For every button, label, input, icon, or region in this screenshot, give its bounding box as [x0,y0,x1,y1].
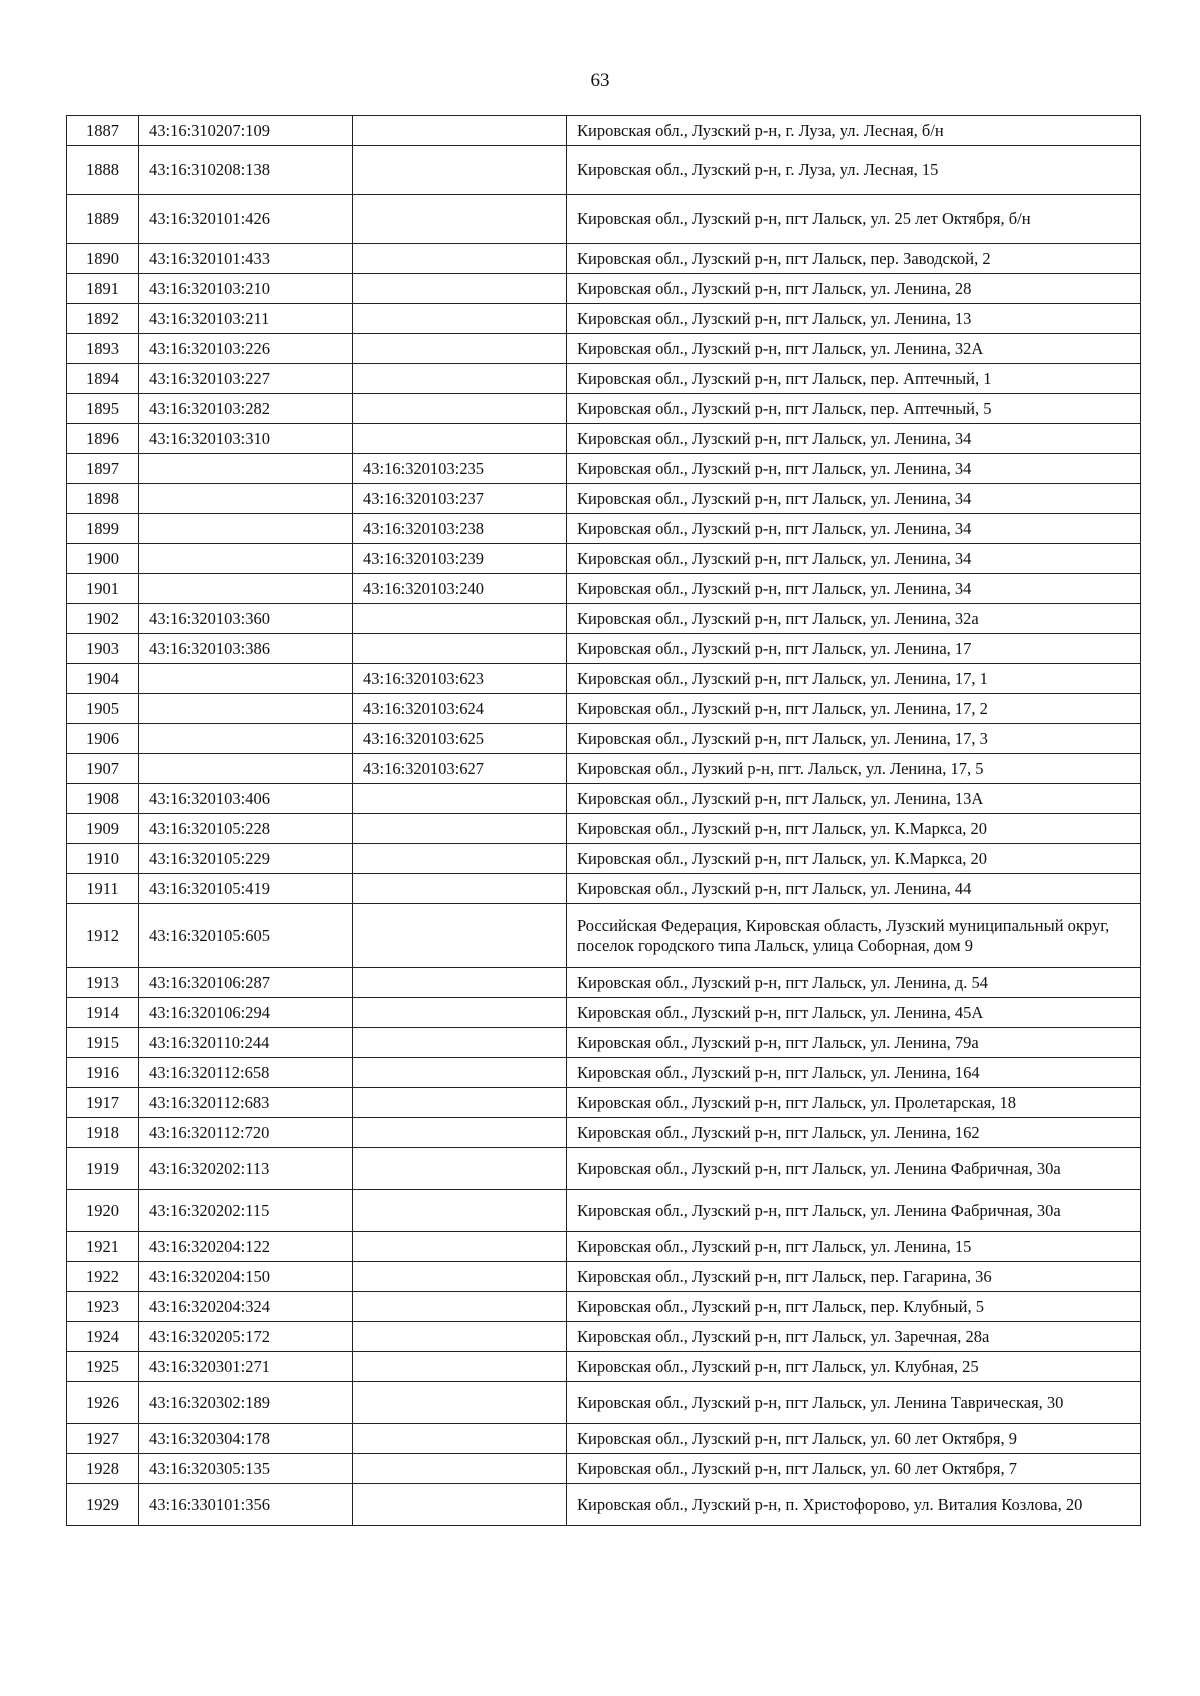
row-number-cell: 1899 [67,514,139,544]
related-cadastral-number-cell [353,1028,567,1058]
related-cadastral-number-cell [353,1382,567,1424]
table-row [67,664,1141,694]
address-cell: Кировская обл., Лузский р-н, пгт Лальск, ул. К.Маркса, 20 [567,844,1141,874]
row-number-cell: 1906 [67,724,139,754]
address-cell: Кировская обл., Лузский р-н, пгт Лальск, ул. Ленина Таврическая, 30 [567,1382,1141,1424]
cadastral-number-cell: 43:16:320105:228 [139,814,353,844]
table-row [67,968,1141,998]
row-number-cell: 1907 [67,754,139,784]
table-row [67,1382,1141,1424]
table-row [67,544,1141,574]
address-cell: Кировская обл., Лузский р-н, пгт Лальск, ул. Ленина, 34 [567,484,1141,514]
related-cadastral-number-cell [353,274,567,304]
table-row [67,244,1141,274]
table-row [67,1454,1141,1484]
row-number-cell: 1918 [67,1118,139,1148]
cadastral-number-cell: 43:16:320204:324 [139,1292,353,1322]
table-row [67,364,1141,394]
table-row [67,844,1141,874]
table-row [67,784,1141,814]
table-row [67,814,1141,844]
table-row [67,304,1141,334]
address-cell: Кировская обл., Лузский р-н, п. Христофорово, ул. Виталия Козлова, 20 [567,1484,1141,1526]
related-cadastral-number-cell [353,394,567,424]
address-cell: Российская Федерация, Кировская область, Лузский муниципальный округ, поселок городского типа Лальск, улица Соборная, дом 9 [567,904,1141,968]
related-cadastral-number-cell: 43:16:320103:238 [353,514,567,544]
address-cell: Кировская обл., Лузский р-н, пгт Лальск, пер. Аптечный, 5 [567,394,1141,424]
related-cadastral-number-cell [353,1088,567,1118]
address-cell: Кировская обл., Лузский р-н, пгт Лальск, ул. Ленина, 28 [567,274,1141,304]
related-cadastral-number-cell [353,1484,567,1526]
row-number-cell: 1910 [67,844,139,874]
address-cell: Кировская обл., Лузский р-н, пгт Лальск, ул. Ленина, 17, 3 [567,724,1141,754]
table-row [67,146,1141,195]
cadastral-number-cell: 43:16:320103:310 [139,424,353,454]
table-row [67,1232,1141,1262]
table-row [67,334,1141,364]
row-number-cell: 1905 [67,694,139,724]
cadastral-number-cell: 43:16:320204:122 [139,1232,353,1262]
row-number-cell: 1901 [67,574,139,604]
row-number-cell: 1913 [67,968,139,998]
cadastral-number-cell: 43:16:320103:406 [139,784,353,814]
cadastral-number-cell [139,454,353,484]
related-cadastral-number-cell: 43:16:320103:623 [353,664,567,694]
cadastral-number-cell: 43:16:320304:178 [139,1424,353,1454]
cadastral-number-cell: 43:16:320202:115 [139,1190,353,1232]
address-cell: Кировская обл., Лузский р-н, пгт Лальск, ул. Ленина, 13А [567,784,1141,814]
table-row [67,1148,1141,1190]
related-cadastral-number-cell [353,814,567,844]
address-cell: Кировская обл., Лузский р-н, пгт Лальск, ул. К.Маркса, 20 [567,814,1141,844]
address-cell: Кировская обл., Лузский р-н, пгт Лальск, ул. Ленина, д. 54 [567,968,1141,998]
address-cell: Кировская обл., Лузский р-н, пгт Лальск, ул. Ленина, 44 [567,874,1141,904]
table-row [67,1322,1141,1352]
cadastral-number-cell: 43:16:320101:426 [139,195,353,244]
cadastral-number-cell: 43:16:320105:605 [139,904,353,968]
cadastral-number-cell: 43:16:320103:282 [139,394,353,424]
address-cell: Кировская обл., Лузский р-н, пгт Лальск, ул. Ленина, 17, 1 [567,664,1141,694]
row-number-cell: 1902 [67,604,139,634]
address-cell: Кировская обл., Лузский р-н, пгт Лальск, ул. Ленина, 17, 2 [567,694,1141,724]
cadastral-number-cell: 43:16:320106:294 [139,998,353,1028]
related-cadastral-number-cell [353,604,567,634]
row-number-cell: 1914 [67,998,139,1028]
table-row [67,574,1141,604]
row-number-cell: 1890 [67,244,139,274]
table-row [67,1028,1141,1058]
related-cadastral-number-cell [353,844,567,874]
row-number-cell: 1903 [67,634,139,664]
address-cell: Кировская обл., Лузский р-н, пгт Лальск, пер. Заводской, 2 [567,244,1141,274]
address-cell: Кировская обл., Лузский р-н, пгт Лальск, ул. Ленина, 34 [567,544,1141,574]
related-cadastral-number-cell: 43:16:320103:627 [353,754,567,784]
cadastral-number-cell: 43:16:320205:172 [139,1322,353,1352]
cadastral-number-cell: 43:16:320101:433 [139,244,353,274]
address-cell: Кировская обл., Лузский р-н, г. Луза, ул. Лесная, б/н [567,116,1141,146]
row-number-cell: 1908 [67,784,139,814]
address-cell: Кировская обл., Лузский р-н, пгт Лальск, ул. 60 лет Октября, 7 [567,1454,1141,1484]
address-cell: Кировская обл., Лузский р-н, пгт Лальск, ул. Ленина, 17 [567,634,1141,664]
cadastral-number-cell [139,484,353,514]
cadastral-number-cell [139,514,353,544]
row-number-cell: 1894 [67,364,139,394]
page-number: 63 [590,70,610,91]
address-cell: Кировская обл., Лузский р-н, пгт Лальск, ул. Ленина, 34 [567,514,1141,544]
related-cadastral-number-cell: 43:16:320103:235 [353,454,567,484]
table-row [67,724,1141,754]
related-cadastral-number-cell [353,364,567,394]
address-cell: Кировская обл., Лузский р-н, пгт Лальск, ул. 25 лет Октября, б/н [567,195,1141,244]
cadastral-number-cell: 43:16:320103:386 [139,634,353,664]
table-row [67,874,1141,904]
table-row [67,1190,1141,1232]
row-number-cell: 1912 [67,904,139,968]
row-number-cell: 1888 [67,146,139,195]
table-row [67,1424,1141,1454]
address-cell: Кировская обл., Лузский р-н, пгт Лальск, ул. Ленина, 34 [567,574,1141,604]
related-cadastral-number-cell [353,1190,567,1232]
cadastral-number-cell: 43:16:320103:227 [139,364,353,394]
row-number-cell: 1921 [67,1232,139,1262]
table-row [67,1292,1141,1322]
row-number-cell: 1892 [67,304,139,334]
related-cadastral-number-cell [353,1292,567,1322]
row-number-cell: 1929 [67,1484,139,1526]
related-cadastral-number-cell: 43:16:320103:625 [353,724,567,754]
related-cadastral-number-cell [353,904,567,968]
related-cadastral-number-cell [353,424,567,454]
related-cadastral-number-cell [353,334,567,364]
address-cell: Кировская обл., Лузский р-н, пгт Лальск, ул. 60 лет Октября, 9 [567,1424,1141,1454]
row-number-cell: 1887 [67,116,139,146]
row-number-cell: 1909 [67,814,139,844]
cadastral-number-cell: 43:16:320103:360 [139,604,353,634]
address-cell: Кировская обл., Лузский р-н, пгт Лальск, ул. Ленина, 32А [567,334,1141,364]
address-cell: Кировская обл., Лузский р-н, пгт Лальск, ул. Ленина, 45А [567,998,1141,1028]
cadastral-number-cell: 43:16:320103:210 [139,274,353,304]
property-registry-table [66,115,1141,1526]
related-cadastral-number-cell [353,1148,567,1190]
related-cadastral-number-cell [353,146,567,195]
table-row [67,424,1141,454]
row-number-cell: 1916 [67,1058,139,1088]
table-row [67,394,1141,424]
address-cell: Кировская обл., Лузский р-н, г. Луза, ул. Лесная, 15 [567,146,1141,195]
table-row [67,1058,1141,1088]
address-cell: Кировская обл., Лузкий р-н, пгт. Лальск, ул. Ленина, 17, 5 [567,754,1141,784]
table-row [67,484,1141,514]
row-number-cell: 1904 [67,664,139,694]
cadastral-number-cell: 43:16:320112:720 [139,1118,353,1148]
address-cell: Кировская обл., Лузский р-н, пгт Лальск, ул. Ленина, 34 [567,424,1141,454]
table-row [67,754,1141,784]
related-cadastral-number-cell: 43:16:320103:237 [353,484,567,514]
table-row [67,1484,1141,1526]
table-row [67,514,1141,544]
related-cadastral-number-cell [353,874,567,904]
related-cadastral-number-cell: 43:16:320103:240 [353,574,567,604]
table-row [67,274,1141,304]
address-cell: Кировская обл., Лузский р-н, пгт Лальск, ул. Ленина Фабричная, 30а [567,1148,1141,1190]
cadastral-number-cell: 43:16:320105:419 [139,874,353,904]
row-number-cell: 1926 [67,1382,139,1424]
address-cell: Кировская обл., Лузский р-н, пгт Лальск, пер. Гагарина, 36 [567,1262,1141,1292]
related-cadastral-number-cell [353,1352,567,1382]
related-cadastral-number-cell [353,1058,567,1088]
related-cadastral-number-cell [353,1232,567,1262]
related-cadastral-number-cell [353,244,567,274]
cadastral-number-cell: 43:16:320103:226 [139,334,353,364]
row-number-cell: 1927 [67,1424,139,1454]
related-cadastral-number-cell [353,784,567,814]
address-cell: Кировская обл., Лузский р-н, пгт Лальск, ул. Ленина, 32а [567,604,1141,634]
cadastral-number-cell [139,544,353,574]
table-row [67,1262,1141,1292]
table-row [67,1352,1141,1382]
row-number-cell: 1922 [67,1262,139,1292]
related-cadastral-number-cell: 43:16:320103:239 [353,544,567,574]
table-row [67,195,1141,244]
cadastral-number-cell [139,664,353,694]
address-cell: Кировская обл., Лузский р-н, пгт Лальск, ул. Ленина, 13 [567,304,1141,334]
cadastral-number-cell [139,724,353,754]
cadastral-number-cell [139,754,353,784]
related-cadastral-number-cell [353,1424,567,1454]
cadastral-number-cell: 43:16:320305:135 [139,1454,353,1484]
row-number-cell: 1895 [67,394,139,424]
address-cell: Кировская обл., Лузский р-н, пгт Лальск, пер. Клубный, 5 [567,1292,1141,1322]
row-number-cell: 1897 [67,454,139,484]
address-cell: Кировская обл., Лузский р-н, пгт Лальск, ул. Ленина, 164 [567,1058,1141,1088]
table-row [67,998,1141,1028]
row-number-cell: 1925 [67,1352,139,1382]
address-cell: Кировская обл., Лузский р-н, пгт Лальск, ул. Ленина, 162 [567,1118,1141,1148]
table-row [67,1088,1141,1118]
row-number-cell: 1893 [67,334,139,364]
cadastral-number-cell: 43:16:310207:109 [139,116,353,146]
row-number-cell: 1923 [67,1292,139,1322]
cadastral-number-cell: 43:16:320302:189 [139,1382,353,1424]
address-cell: Кировская обл., Лузский р-н, пгт Лальск, пер. Аптечный, 1 [567,364,1141,394]
cadastral-number-cell [139,694,353,724]
cadastral-number-cell: 43:16:320112:658 [139,1058,353,1088]
row-number-cell: 1900 [67,544,139,574]
row-number-cell: 1898 [67,484,139,514]
cadastral-number-cell [139,574,353,604]
cadastral-number-cell: 43:16:320106:287 [139,968,353,998]
table-row [67,634,1141,664]
related-cadastral-number-cell [353,195,567,244]
related-cadastral-number-cell [353,634,567,664]
table-body [67,116,1141,1526]
address-cell: Кировская обл., Лузский р-н, пгт Лальск, ул. Ленина, 15 [567,1232,1141,1262]
table-row [67,116,1141,146]
address-cell: Кировская обл., Лузский р-н, пгт Лальск, ул. Пролетарская, 18 [567,1088,1141,1118]
row-number-cell: 1889 [67,195,139,244]
related-cadastral-number-cell [353,1118,567,1148]
cadastral-number-cell: 43:16:320204:150 [139,1262,353,1292]
table-row [67,454,1141,484]
row-number-cell: 1911 [67,874,139,904]
address-cell: Кировская обл., Лузский р-н, пгт Лальск, ул. Ленина, 79а [567,1028,1141,1058]
row-number-cell: 1896 [67,424,139,454]
address-cell: Кировская обл., Лузский р-н, пгт Лальск, ул. Заречная, 28а [567,1322,1141,1352]
row-number-cell: 1891 [67,274,139,304]
row-number-cell: 1928 [67,1454,139,1484]
table-row [67,694,1141,724]
related-cadastral-number-cell [353,116,567,146]
related-cadastral-number-cell: 43:16:320103:624 [353,694,567,724]
row-number-cell: 1917 [67,1088,139,1118]
cadastral-number-cell: 43:16:310208:138 [139,146,353,195]
table-row [67,1118,1141,1148]
address-cell: Кировская обл., Лузский р-н, пгт Лальск, ул. Ленина, 34 [567,454,1141,484]
related-cadastral-number-cell [353,968,567,998]
cadastral-number-cell: 43:16:320202:113 [139,1148,353,1190]
table-row [67,604,1141,634]
related-cadastral-number-cell [353,304,567,334]
cadastral-number-cell: 43:16:320110:244 [139,1028,353,1058]
row-number-cell: 1919 [67,1148,139,1190]
row-number-cell: 1924 [67,1322,139,1352]
related-cadastral-number-cell [353,1322,567,1352]
row-number-cell: 1915 [67,1028,139,1058]
cadastral-number-cell: 43:16:320105:229 [139,844,353,874]
cadastral-number-cell: 43:16:320103:211 [139,304,353,334]
table-row [67,904,1141,968]
cadastral-number-cell: 43:16:320112:683 [139,1088,353,1118]
cadastral-number-cell: 43:16:330101:356 [139,1484,353,1526]
address-cell: Кировская обл., Лузский р-н, пгт Лальск, ул. Клубная, 25 [567,1352,1141,1382]
cadastral-number-cell: 43:16:320301:271 [139,1352,353,1382]
related-cadastral-number-cell [353,1262,567,1292]
address-cell: Кировская обл., Лузский р-н, пгт Лальск, ул. Ленина Фабричная, 30а [567,1190,1141,1232]
related-cadastral-number-cell [353,1454,567,1484]
row-number-cell: 1920 [67,1190,139,1232]
related-cadastral-number-cell [353,998,567,1028]
